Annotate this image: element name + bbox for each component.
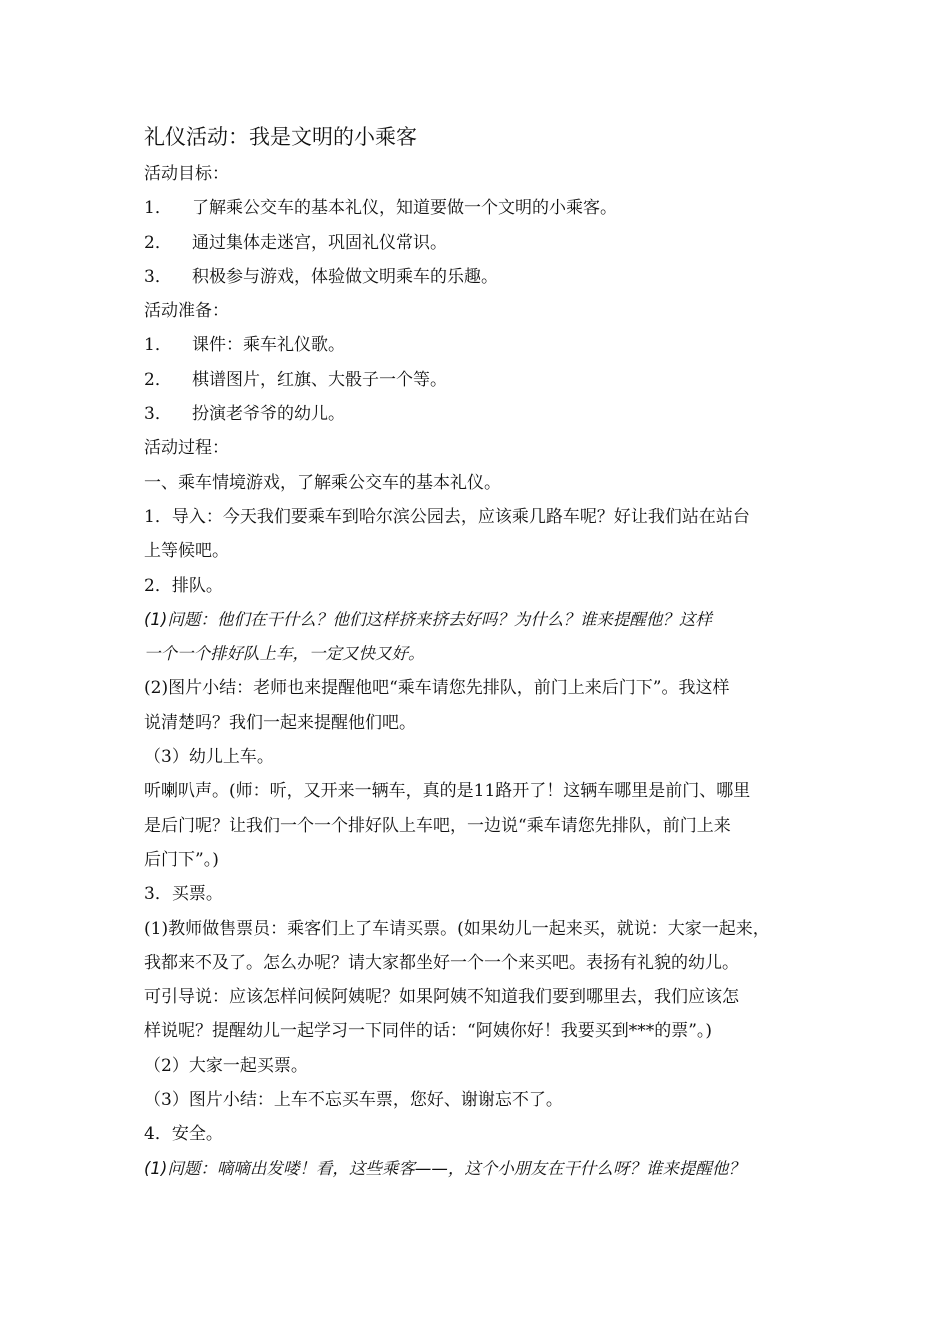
- prep-number: 1．: [144, 335, 172, 356]
- document-title: 礼仪活动：我是文明的小乘客: [144, 125, 417, 149]
- goal-item: [144, 260, 820, 294]
- goal-number: 1．: [144, 198, 172, 219]
- paragraph-line: (1)教师做售票员：乘客们上了车请买票。(如果幼儿一起来买，就说：大家一起来，: [144, 918, 770, 939]
- prep-item: [144, 363, 820, 397]
- paragraph-line: 是后门呢？让我们一个一个排好队上车吧，一边说“乘车请您先排队，前门上来: [144, 815, 731, 836]
- goal-number: 2．: [144, 232, 172, 253]
- paragraph-line: (2)图片小结：老师也来提醒他吧“乘车请您先排队，前门上来后门下”。我这样: [144, 678, 730, 699]
- step-heading: 3．买票。: [144, 884, 223, 905]
- paragraph-line: (1)问题：他们在干什么？他们这样挤来挤去好吗？为什么？谁来提醒他？这样: [144, 609, 712, 629]
- prep-text: 课件：乘车礼仪歌。: [192, 335, 345, 356]
- paragraph-line: 可引导说：应该怎样问候阿姨呢？如果阿姨不知道我们要到哪里去，我们应该怎: [144, 987, 739, 1008]
- paragraph-line: 样说呢？提醒幼儿一起学习一下同伴的话：“阿姨你好！我要买到***的票”。): [144, 1021, 713, 1042]
- prep-number: 2．: [144, 369, 172, 390]
- prep-heading: 活动准备：: [144, 301, 229, 322]
- document-body: [144, 117, 820, 1186]
- process-heading: 活动过程：: [144, 438, 229, 459]
- paragraph-line: 我都来不及了。怎么办呢？请大家都坐好一个一个来买吧。表扬有礼貌的幼儿。: [144, 952, 739, 973]
- paragraph-line: （3）幼儿上车。: [144, 747, 274, 768]
- prep-text: 扮演老爷爷的幼儿。: [192, 404, 345, 425]
- paragraph-line: 后门下”。): [144, 849, 219, 870]
- goal-text: 积极参与游戏，体验做文明乘车的乐趣。: [192, 266, 498, 287]
- paragraph-line: 一个一个排好队上车，一定又快又好。: [144, 644, 425, 664]
- paragraph-line: 听喇叭声。(师：听，又开来一辆车，真的是11路开了！这辆车哪里是前门、哪里: [144, 781, 751, 802]
- goal-text: 了解乘公交车的基本礼仪，知道要做一个文明的小乘客。: [192, 198, 617, 219]
- goal-item: [144, 226, 820, 260]
- paragraph-line: （3）图片小结：上车不忘买车票，您好、谢谢忘不了。: [144, 1090, 563, 1111]
- goal-text: 通过集体走迷宫，巩固礼仪常识。: [192, 232, 447, 253]
- paragraph-line: (1)问题：嘀嘀出发喽！看，这些乘客——，这个小朋友在干什么呀？谁来提醒他？: [144, 1158, 745, 1178]
- paragraph-line: 上等候吧。: [144, 541, 229, 562]
- step-heading: 4．安全。: [144, 1124, 223, 1145]
- paragraph-line: 1．导入：今天我们要乘车到哈尔滨公园去，应该乘几路车呢？好让我们站在站台: [144, 506, 750, 527]
- paragraph-line: 说清楚吗？我们一起来提醒他们吧。: [144, 712, 416, 733]
- prep-item: [144, 328, 820, 362]
- prep-number: 3．: [144, 404, 172, 425]
- step-heading: 2．排队。: [144, 575, 223, 596]
- goal-number: 3．: [144, 266, 172, 287]
- goal-item: [144, 191, 820, 225]
- goals-heading: 活动目标：: [144, 164, 229, 184]
- prep-text: 棋谱图片，红旗、大骰子一个等。: [192, 369, 447, 390]
- process-section-heading: 一、乘车情境游戏，了解乘公交车的基本礼仪。: [144, 472, 501, 493]
- prep-item: [144, 397, 820, 431]
- paragraph-line: （2）大家一起买票。: [144, 1055, 308, 1076]
